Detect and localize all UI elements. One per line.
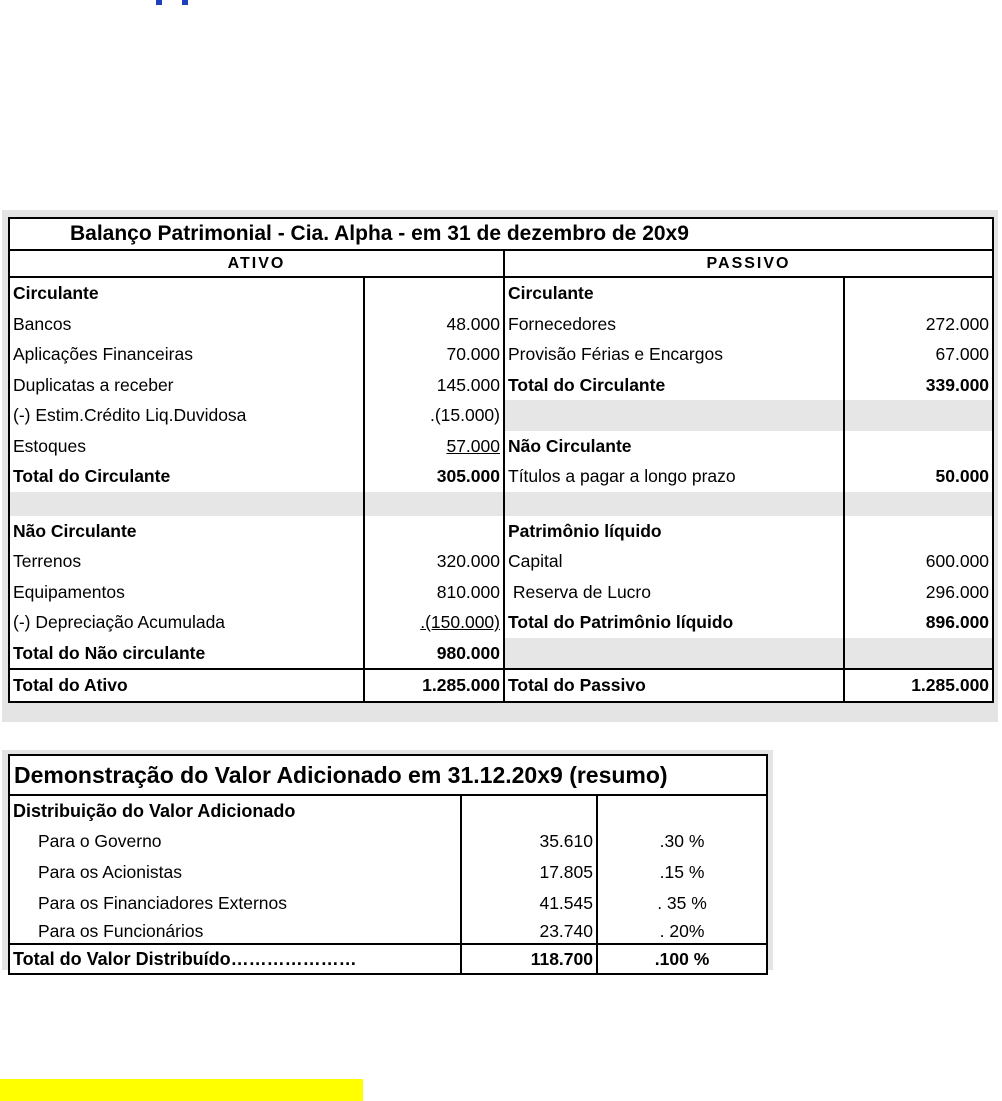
dva-table	[8, 754, 768, 975]
table-row	[9, 461, 993, 492]
ativo-value: 145.000	[364, 370, 504, 401]
dva-row-pct: .15 %	[597, 857, 767, 888]
passivo-value	[844, 400, 993, 431]
dva-row-label: Para os Funcionários	[9, 919, 461, 944]
total-ativo-label: Total do Ativo	[9, 669, 364, 702]
table-row	[9, 944, 767, 974]
ativo-label: Bancos	[9, 309, 364, 340]
table-row	[9, 277, 993, 309]
ativo-header: ATIVO	[9, 250, 504, 277]
dva-row-label: Para os Financiadores Externos	[9, 888, 461, 919]
ativo-label: Aplicações Financeiras	[9, 339, 364, 370]
total-passivo-value: 1.285.000	[844, 669, 993, 702]
dva-row-value: 35.610	[461, 826, 597, 857]
dva-row-pct: . 35 %	[597, 888, 767, 919]
balance-sheet-title: Balanço Patrimonial - Cia. Alpha - em 31 de dezembro de 20x9	[9, 218, 993, 250]
yellow-highlight-bar	[0, 1079, 363, 1101]
passivo-value: 296.000	[844, 577, 993, 608]
ativo-label	[9, 492, 364, 516]
passivo-label	[504, 638, 844, 670]
table-row	[9, 370, 993, 401]
passivo-value	[844, 431, 993, 462]
passivo-label: Total do Patrimônio líquido	[504, 607, 844, 638]
passivo-header: PASSIVO	[504, 250, 993, 277]
ativo-label: Terrenos	[9, 546, 364, 577]
dva-panel	[2, 750, 773, 970]
total-ativo-value: 1.285.000	[364, 669, 504, 702]
table-row	[9, 516, 993, 547]
table-row	[9, 339, 993, 370]
dva-row-value: 17.805	[461, 857, 597, 888]
ativo-label: (-) Estim.Crédito Liq.Duvidosa	[9, 400, 364, 431]
top-edge-marks	[150, 0, 210, 6]
table-row	[9, 888, 767, 919]
ativo-value: 48.000	[364, 309, 504, 340]
table-row	[9, 577, 993, 608]
ativo-value: 810.000	[364, 577, 504, 608]
ativo-value: 70.000	[364, 339, 504, 370]
dva-row-pct: .30 %	[597, 826, 767, 857]
passivo-label: Títulos a pagar a longo prazo	[504, 461, 844, 492]
ativo-value: 980.000	[364, 638, 504, 670]
table-row	[9, 309, 993, 340]
dva-total-pct: .100 %	[597, 944, 767, 974]
dva-row-value: 41.545	[461, 888, 597, 919]
passivo-value: 50.000	[844, 461, 993, 492]
table-row	[9, 826, 767, 857]
ativo-label: Estoques	[9, 431, 364, 462]
passivo-label: Reserva de Lucro	[504, 577, 844, 608]
ativo-value	[364, 516, 504, 547]
passivo-value: 600.000	[844, 546, 993, 577]
passivo-label: Total do Circulante	[504, 370, 844, 401]
passivo-label: Circulante	[504, 277, 844, 309]
ativo-label: Circulante	[9, 277, 364, 309]
ativo-label: Total do Não circulante	[9, 638, 364, 670]
ativo-value	[364, 492, 504, 516]
dva-total-label: Total do Valor Distribuído…………………	[9, 944, 461, 974]
passivo-label	[504, 400, 844, 431]
balance-sheet-panel	[2, 210, 998, 722]
table-row	[9, 431, 993, 462]
table-row	[9, 669, 993, 702]
table-row	[9, 492, 993, 516]
ativo-value: 320.000	[364, 546, 504, 577]
ativo-label: Duplicatas a receber	[9, 370, 364, 401]
ativo-value: .(150.000)	[364, 607, 504, 638]
passivo-value: 339.000	[844, 370, 993, 401]
dva-row-value: 23.740	[461, 919, 597, 944]
table-row	[9, 919, 767, 944]
ativo-value	[364, 277, 504, 309]
passivo-label: Patrimônio líquido	[504, 516, 844, 547]
dva-row-label: Para o Governo	[9, 826, 461, 857]
passivo-label: Fornecedores	[504, 309, 844, 340]
passivo-label: Não Circulante	[504, 431, 844, 462]
ativo-label: Equipamentos	[9, 577, 364, 608]
passivo-label: Provisão Férias e Encargos	[504, 339, 844, 370]
ativo-value: .(15.000)	[364, 400, 504, 431]
table-row	[9, 857, 767, 888]
passivo-value: 896.000	[844, 607, 993, 638]
passivo-label	[504, 492, 844, 516]
passivo-value: 67.000	[844, 339, 993, 370]
total-passivo-label: Total do Passivo	[504, 669, 844, 702]
dva-section-title: Distribuição do Valor Adicionado	[9, 795, 461, 826]
passivo-label: Capital	[504, 546, 844, 577]
dva-row-pct: . 20%	[597, 919, 767, 944]
ativo-label: (-) Depreciação Acumulada	[9, 607, 364, 638]
table-row	[9, 400, 993, 431]
passivo-value: 272.000	[844, 309, 993, 340]
dva-empty-cell	[461, 795, 597, 826]
passivo-value	[844, 492, 993, 516]
ativo-label: Não Circulante	[9, 516, 364, 547]
ativo-value: 57.000	[364, 431, 504, 462]
dva-total-value: 118.700	[461, 944, 597, 974]
dva-title: Demonstração do Valor Adicionado em 31.12.20x9 (resumo)	[9, 755, 767, 795]
dva-empty-cell	[597, 795, 767, 826]
passivo-value	[844, 638, 993, 670]
passivo-value	[844, 277, 993, 309]
table-row	[9, 607, 993, 638]
balance-sheet-table	[8, 217, 994, 703]
ativo-value: 305.000	[364, 461, 504, 492]
ativo-label: Total do Circulante	[9, 461, 364, 492]
dva-row-label: Para os Acionistas	[9, 857, 461, 888]
passivo-value	[844, 516, 993, 547]
table-row	[9, 638, 993, 670]
table-row	[9, 546, 993, 577]
